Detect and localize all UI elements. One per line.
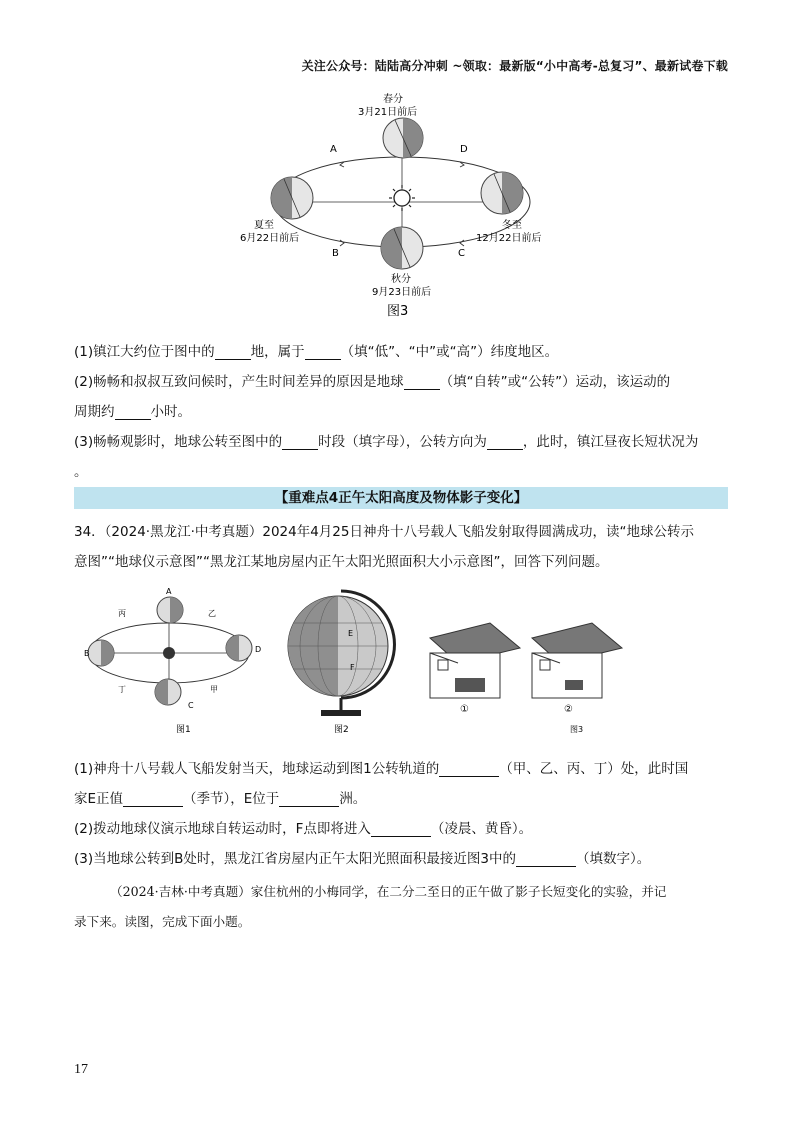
fig3-label-d: D — [460, 144, 468, 155]
earth-orbit-figure-3 — [240, 90, 560, 320]
q1-part3-line1: (3)畅畅观影时，地球公转至图中的 时段（填字母），公转方向为 ，此时，镇江昼夜长短状况为 — [74, 434, 699, 450]
answer-blank[interactable] — [215, 345, 251, 360]
answer-blank[interactable] — [439, 762, 499, 777]
fig3-autumn-date: 9月23日前后 — [372, 287, 432, 298]
answer-blank[interactable] — [305, 345, 341, 360]
jilin-intro-line2: 录下来。读图，完成下面小题。 — [74, 914, 251, 929]
earth-a — [157, 597, 183, 623]
earth-spring — [383, 118, 423, 158]
houses-figure-3 — [420, 618, 630, 736]
earth-d — [226, 635, 252, 661]
answer-blank[interactable] — [371, 822, 431, 837]
q34-part2: (2)拨动地球仪演示地球自转运动时，F点即将进入 （凌晨、黄昏）。 — [74, 821, 533, 837]
q1-part2-line1: (2)畅畅和叔叔互致问候时，产生时间差异的原因是地球 （填“自转”或“公转”）运动，该运动的 — [74, 374, 671, 390]
svg-text:B: B — [84, 649, 90, 658]
svg-text:F: F — [350, 663, 355, 672]
fig3-label-a: A — [330, 144, 337, 155]
earth-summer — [271, 177, 313, 219]
fig1-caption: 图1 — [176, 725, 191, 735]
svg-text:丁: 丁 — [118, 685, 126, 694]
answer-blank[interactable] — [404, 375, 440, 390]
sun-icon — [163, 647, 175, 659]
jilin-intro-line1: （2024·吉林·中考真题）家住杭州的小梅同学，在二分二至日的正午做了影子长短变化的实验，并记 — [110, 884, 667, 899]
svg-text:E: E — [348, 629, 354, 638]
svg-text:①: ① — [460, 704, 469, 715]
fig3-spring-label: 春分 — [383, 94, 403, 105]
svg-text:A: A — [166, 588, 172, 596]
earth-winter — [481, 172, 523, 214]
earth-b — [88, 640, 114, 666]
section-title: 【重难点4正午太阳高度及物体影子变化】 — [74, 487, 728, 509]
answer-blank[interactable] — [123, 792, 183, 807]
house-2 — [532, 623, 622, 698]
svg-text:丙: 丙 — [118, 609, 126, 618]
fig3-summer-date: 6月22日前后 — [240, 233, 300, 244]
house-1 — [430, 623, 520, 698]
fig3-spring-date: 3月21日前后 — [358, 107, 418, 118]
q34-part3: (3)当地球公转到B处时，黑龙江省房屋内正午太阳光照面积最接近图3中的 （填数字）。 — [74, 851, 651, 867]
earth-autumn — [381, 227, 423, 269]
svg-text:②: ② — [564, 704, 573, 715]
answer-blank[interactable] — [487, 435, 523, 450]
fig3-caption: 图3 — [387, 304, 409, 319]
svg-text:C: C — [188, 701, 194, 710]
answer-blank[interactable] — [516, 852, 576, 867]
fig3-houses-caption: 图3 — [570, 725, 584, 734]
q34-intro-line1: 34．（2024·黑龙江·中考真题）2024年4月25日神舟十八号载人飞船发射取得圆满成功，读“地球公转示 — [74, 524, 694, 540]
fig2-caption: 图2 — [334, 725, 349, 735]
q34-intro-line2: 意图”“地球仪示意图”“黑龙江某地房屋内正午太阳光照面积大小示意图”，回答下列问题。 — [74, 554, 609, 570]
q34-part1-line2: 家E正值 （季节），E位于 洲。 — [74, 791, 367, 807]
svg-text:D: D — [255, 645, 262, 654]
svg-text:甲: 甲 — [210, 685, 218, 694]
earth-orbit-figure-1 — [84, 588, 268, 738]
answer-blank[interactable] — [282, 435, 318, 450]
fig3-label-b: B — [332, 248, 339, 259]
q1-part2-line2: 周期约 小时。 — [74, 404, 191, 420]
fig3-winter-date: 12月22日前后 — [476, 233, 542, 244]
q1-part1: (1)镇江大约位于图中的 地，属于 （填“低”、“中”或“高”）纬度地区。 — [74, 344, 559, 360]
q1-part3-line2: 。 — [74, 464, 88, 480]
svg-text:乙: 乙 — [208, 609, 216, 618]
answer-blank[interactable] — [279, 792, 339, 807]
page-number: 17 — [74, 1062, 88, 1077]
fig3-winter-label: 冬至 — [502, 220, 522, 231]
answer-blank[interactable] — [115, 405, 151, 420]
q34-part1-line1: (1)神舟十八号载人飞船发射当天，地球运动到图1公转轨道的 （甲、乙、丙、丁）处，此时国 — [74, 761, 689, 777]
fig3-summer-label: 夏至 — [254, 220, 274, 231]
fig3-autumn-label: 秋分 — [391, 274, 411, 285]
earth-c — [155, 679, 181, 705]
page-header: 关注公众号：陆陆高分冲刺 ~领取：最新版“小中高考-总复习”、最新试卷下载 — [301, 59, 728, 73]
fig3-label-c: C — [458, 248, 465, 259]
globe-figure-2 — [286, 588, 396, 738]
